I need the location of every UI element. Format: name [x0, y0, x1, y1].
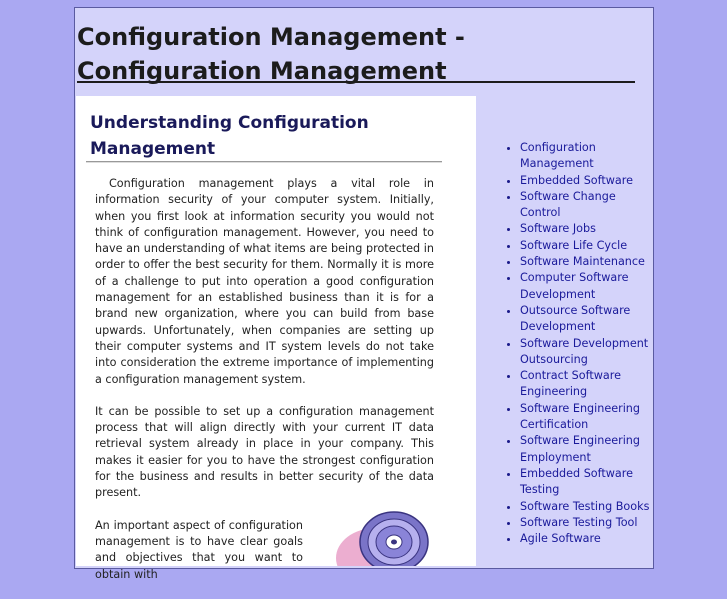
- sidebar-link-item: [520, 254, 653, 270]
- sidebar-link-list: [493, 140, 653, 547]
- article-divider: [86, 161, 442, 163]
- sidebar-link[interactable]: Software Life Cycle: [520, 238, 628, 252]
- cd-disc-icon: [324, 496, 444, 566]
- sidebar-link-item: [520, 368, 653, 401]
- sidebar-link[interactable]: Software Jobs: [520, 222, 596, 236]
- sidebar-link[interactable]: Outsource Software Development: [520, 303, 631, 334]
- sidebar-link[interactable]: Software Testing Tool: [520, 515, 638, 529]
- sidebar-link-item: [520, 303, 653, 336]
- sidebar-links: [493, 140, 653, 547]
- sidebar-link[interactable]: Computer Software Development: [520, 271, 629, 301]
- sidebar-link-item: [520, 270, 653, 303]
- sidebar-link[interactable]: Contract Software Engineering: [520, 369, 621, 399]
- title-divider: [77, 81, 635, 83]
- sidebar-link[interactable]: Agile Software: [520, 532, 601, 546]
- sidebar-link[interactable]: Embedded Software Testing: [520, 466, 634, 497]
- sidebar-link-item: [520, 173, 653, 189]
- sidebar-link[interactable]: Embedded Software: [520, 173, 634, 187]
- sidebar-link[interactable]: Software Engineering Employment: [520, 434, 640, 464]
- sidebar-link-item: [520, 466, 653, 499]
- article-paragraph: Configuration management plays a vital role in information security of your computer system. Initially, when you first look at information security you would not think of configuration management. However, you need to have an understanding of what items are being protected in order to offer the best security for them. Normally it is more of a challenge to put into operation a good configuration management for an established business than it is for a brand new organization, where you can build from base upwards. Unfortunately, when companies are setting up their computer systems and IT system levels do not take into consideration the extreme importance of implementing a configuration management system.: [95, 177, 434, 386]
- article-title: Understanding Configuration Management: [90, 113, 369, 159]
- main-content: [76, 96, 476, 581]
- sidebar-link-item: [520, 515, 653, 531]
- sidebar-link-item: [520, 238, 653, 254]
- article-paragraph: It can be possible to set up a configuration management process that will align directly with your current IT data retrieval system already in place in your company. This makes it easier for you to have the strongest configuration for the business and results in better security of the data present.: [95, 404, 434, 500]
- sidebar-link-item: [520, 401, 653, 434]
- sidebar-link-item: [520, 140, 653, 173]
- sidebar-link[interactable]: Software Change Control: [520, 189, 616, 220]
- sidebar-link[interactable]: Configuration Management: [520, 141, 596, 171]
- sidebar-link[interactable]: Software Engineering Certification: [520, 401, 640, 432]
- sidebar-link-item: [520, 433, 653, 466]
- sidebar-link[interactable]: Software Development Outsourcing: [520, 336, 649, 366]
- sidebar-link-item: [520, 499, 653, 515]
- sidebar-link-item: [520, 336, 653, 369]
- sidebar-link-item: [520, 221, 653, 237]
- sidebar-link[interactable]: Software Maintenance: [520, 255, 645, 269]
- sidebar-link[interactable]: Software Testing Books: [520, 499, 650, 513]
- article-paragraph: An important aspect of configuration management is to have clear goals and objectives that you want to obtain with: [95, 518, 303, 581]
- page-container: [74, 7, 654, 581]
- site-title: Configuration Management - Configuration Management: [77, 23, 465, 85]
- sidebar-link-item: [520, 189, 653, 222]
